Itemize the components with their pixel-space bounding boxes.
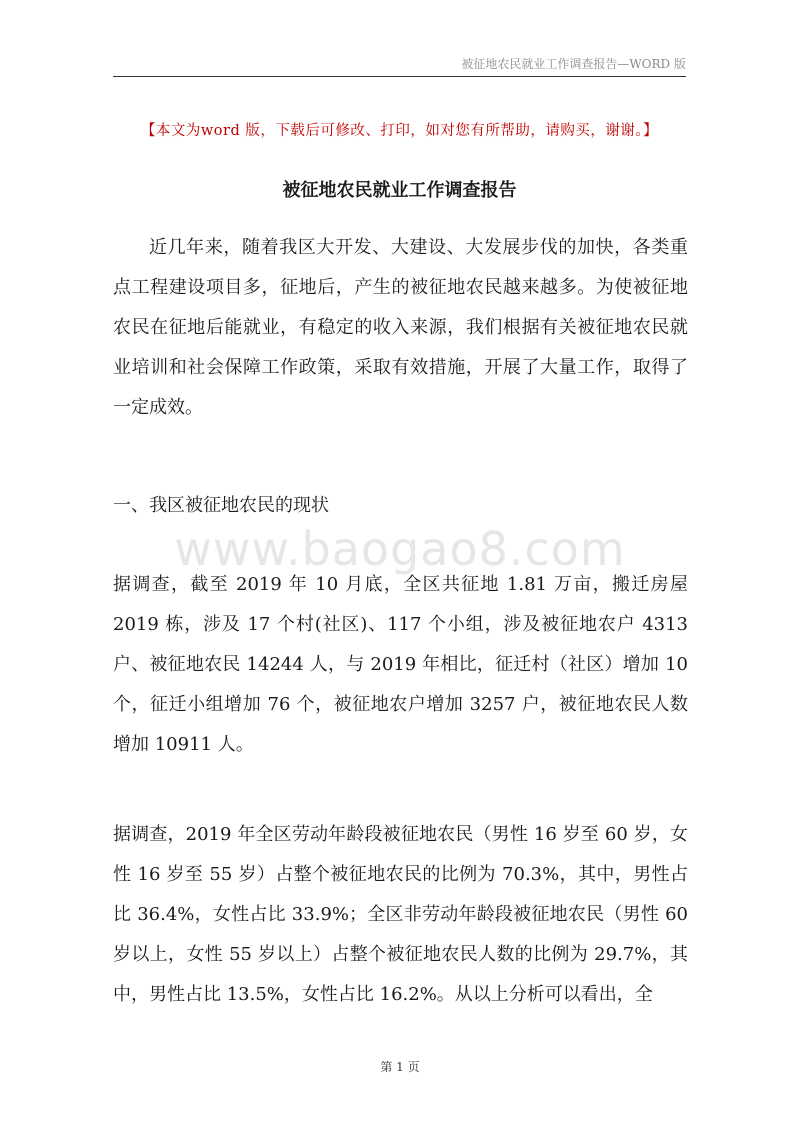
page-number: 第 1 页 (380, 1060, 420, 1074)
intro-paragraph (113, 228, 688, 428)
watermark: www.baogao8.com (174, 522, 626, 576)
header-divider (113, 76, 686, 77)
demographics-paragraph (113, 815, 688, 1015)
demographics-text: 据调查，2019 年全区劳动年龄段被征地农民（男性 16 岁至 60 岁，女性 16 岁至 55 岁）占整个被征地农民的比例为 70.3%，其中，男性占比 36.4%，女性占比 33.9%；全区非劳动年龄段被征地农民（男性 60 岁以上，女性 55 岁以上）占整个被征地农民人数的比例为 29.7%，其中，男性占比 13.5%，女性占比 16.2%。从以上分析可以看出，全 (113, 824, 688, 1005)
header-title: 被征地农民就业工作调查报告—WORD 版 (461, 57, 686, 71)
statistics-text: 据调查，截至 2019 年 10 月底，全区共征地 1.81 万亩，搬迁房屋 2019 栋，涉及 17 个村(社区)、117 个小组，涉及被征地农户 4313 户、被征地农民 14244 人，与 2019 年相比，征迁村（社区）增加 10 个，征迁小组增加 76 个，被征地农户增加 3257 户，被征地农民人数增加 10911 人。 (113, 574, 688, 755)
intro-text: 近几年来，随着我区大开发、大建设、大发展步伐的加快，各类重点工程建设项目多，征地后，产生的被征地农民越来越多。为使被征地农民在征地后能就业，有稳定的收入来源，我们根据有关被征地农民就业培训和社会保障工作政策，采取有效措施，开展了大量工作，取得了一定成效。 (113, 237, 688, 418)
statistics-paragraph (113, 565, 688, 765)
purchase-notice: 【本文为word 版，下载后可修改、打印，如对您有所帮助，请购买，谢谢。】 (140, 123, 659, 139)
section-heading: 一、我区被征地农民的现状 (113, 495, 329, 516)
document-title: 被征地农民就业工作调查报告 (282, 180, 517, 201)
